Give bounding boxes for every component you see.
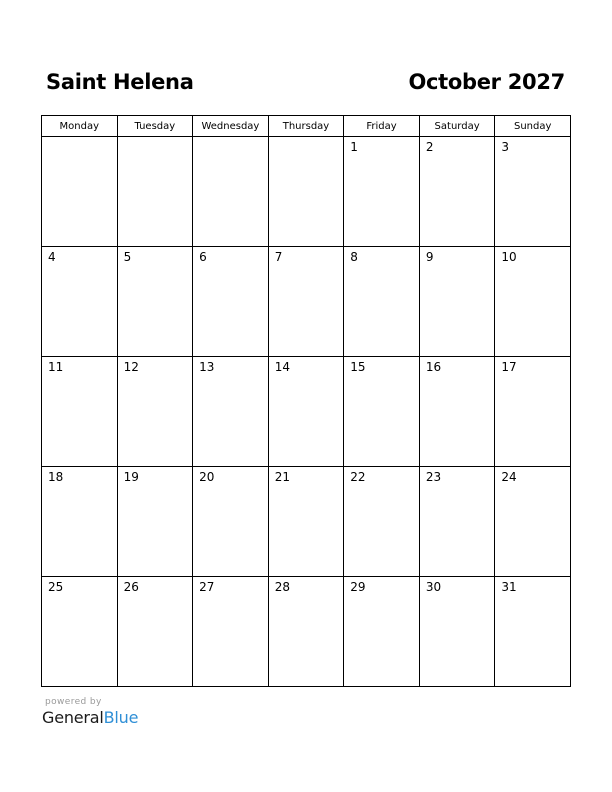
day-number: 25 [48, 580, 64, 594]
day-number: 2 [425, 140, 434, 154]
day-cell [193, 577, 269, 687]
day-number: 7 [274, 250, 283, 264]
weekday-header: Thursday [268, 116, 344, 137]
month-year-title: October 2027 [408, 70, 565, 94]
day-cell [268, 247, 344, 357]
powered-by-text: powered by [45, 697, 102, 707]
day-number: 29 [350, 580, 366, 594]
day-cell [419, 137, 495, 247]
weekday-header: Wednesday [193, 116, 269, 137]
day-number: 19 [123, 470, 139, 484]
day-number: 27 [199, 580, 215, 594]
day-cell [193, 137, 269, 247]
day-number: 14 [274, 360, 290, 374]
day-number: 24 [501, 470, 517, 484]
day-number [118, 137, 193, 140]
day-number: 26 [123, 580, 139, 594]
day-cell [495, 467, 571, 577]
week-row [42, 467, 571, 577]
location-title: Saint Helena [46, 70, 194, 94]
day-cell [42, 577, 118, 687]
day-number: 21 [274, 470, 290, 484]
day-cell [193, 357, 269, 467]
day-cell [419, 357, 495, 467]
weekday-header-row [42, 116, 571, 137]
week-row [42, 247, 571, 357]
day-number: 22 [350, 470, 366, 484]
day-cell [344, 577, 420, 687]
brand-general-text: General [42, 708, 104, 727]
day-cell [42, 247, 118, 357]
day-cell [193, 467, 269, 577]
day-cell [117, 467, 193, 577]
day-number: 11 [48, 360, 64, 374]
day-cell [344, 467, 420, 577]
day-cell [344, 137, 420, 247]
day-number: 4 [48, 250, 56, 264]
weekday-header: Friday [344, 116, 420, 137]
day-cell [268, 467, 344, 577]
day-cell [495, 247, 571, 357]
day-cell [117, 357, 193, 467]
day-cell [344, 247, 420, 357]
day-number: 30 [425, 580, 442, 594]
generalblue-logo[interactable] [42, 708, 138, 727]
weekday-header: Sunday [495, 116, 571, 137]
day-cell [117, 137, 193, 247]
day-cell [419, 467, 495, 577]
day-number: 8 [350, 250, 358, 264]
day-number: 31 [501, 580, 517, 594]
day-cell [193, 247, 269, 357]
day-number: 16 [425, 360, 442, 374]
day-cell [268, 577, 344, 687]
day-number: 18 [48, 470, 64, 484]
day-cell [419, 247, 495, 357]
day-cell [42, 357, 118, 467]
weekday-header: Tuesday [117, 116, 193, 137]
day-cell [344, 357, 420, 467]
day-number: 13 [199, 360, 215, 374]
weekday-header: Monday [42, 116, 118, 137]
day-cell [268, 137, 344, 247]
calendar-grid [41, 115, 571, 687]
day-number: 10 [501, 250, 517, 264]
weekday-header: Saturday [419, 116, 495, 137]
day-number: 12 [123, 360, 139, 374]
day-cell [117, 247, 193, 357]
week-row [42, 577, 571, 687]
day-number: 23 [425, 470, 442, 484]
day-number [193, 137, 268, 140]
day-number: 28 [274, 580, 290, 594]
day-number: 20 [199, 470, 215, 484]
day-cell [495, 137, 571, 247]
day-cell [495, 357, 571, 467]
day-cell [495, 577, 571, 687]
day-cell [42, 467, 118, 577]
day-number: 15 [350, 360, 366, 374]
week-row [42, 137, 571, 247]
day-number: 9 [425, 250, 434, 264]
day-cell [268, 357, 344, 467]
week-row [42, 357, 571, 467]
day-number [269, 137, 344, 140]
day-number: 17 [501, 360, 517, 374]
day-cell [419, 577, 495, 687]
day-number: 1 [350, 140, 358, 154]
day-number [42, 137, 117, 140]
day-number: 3 [501, 140, 510, 154]
day-number: 5 [123, 250, 132, 264]
brand-blue-text: Blue [103, 708, 139, 727]
day-cell [42, 137, 118, 247]
day-number: 6 [199, 250, 207, 264]
day-cell [117, 577, 193, 687]
